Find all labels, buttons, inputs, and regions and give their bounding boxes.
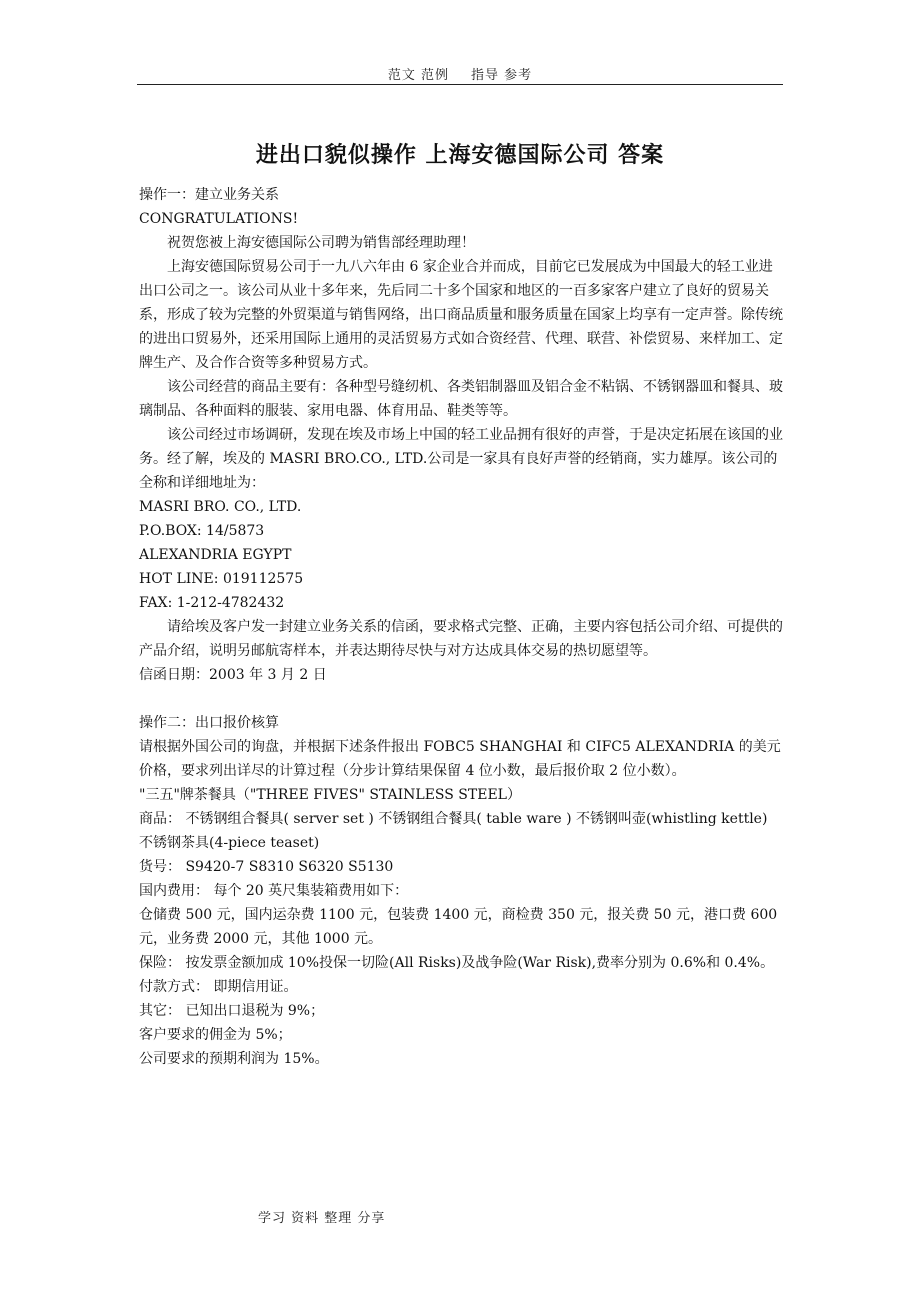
- domestic-costs-detail: 仓储费 500 元，国内运杂费 1100 元，包装费 1400 元，商检费 350 元，报关费 50 元，港口费 600 元，业务费 2000 元，其他 1000 元。: [139, 907, 778, 947]
- brand-line: "三五"牌茶餐具（"THREE FIVES" STAINLESS STEEL）: [139, 787, 521, 803]
- paragraph-congrats: 祝贺您被上海安德国际公司聘为销售部经理助理！: [167, 235, 475, 251]
- address-line: HOT LINE: 019112575: [139, 571, 304, 587]
- address-line: P.O.BOX: 14/5873: [139, 523, 265, 539]
- paragraph-market: 该公司经过市场调研，发现在埃及市场上中国的轻工业品拥有很好的声誉，于是决定拓展在该国的业务。经了解，埃及的 MASRI BRO.CO., LTD.公司是一家具有良好声誉的经销商，实力雄厚。该公司的全称和详细地址为：: [139, 427, 783, 491]
- congratulations-text: CONGRATULATIONS!: [139, 211, 299, 227]
- item-number-line: 货号： S9420-7 S8310 S6320 S5130: [139, 859, 394, 875]
- profit-line: 公司要求的预期利润为 15%。: [139, 1051, 329, 1067]
- page-header: [0, 64, 920, 83]
- header-divider: [137, 84, 783, 85]
- section2-heading: 操作二：出口报价核算: [139, 715, 279, 731]
- section1-heading: 操作一：建立业务关系: [139, 187, 279, 203]
- commission-line: 客户要求的佣金为 5%；: [139, 1027, 292, 1043]
- quote-intro: 请根据外国公司的询盘，并根据下述条件报出 FOBC5 SHANGHAI 和 CIFC5 ALEXANDRIA 的美元价格，要求列出详尽的计算过程（分步计算结果保留 4 位小数，最后报价取 2 位小数）。: [139, 739, 781, 779]
- address-line: ALEXANDRIA EGYPT: [139, 547, 292, 563]
- address-line: MASRI BRO. CO., LTD.: [139, 499, 302, 515]
- domestic-costs-label: 国内费用： 每个 20 英尺集装箱费用如下：: [139, 883, 409, 899]
- address-line: FAX: 1-212-4782432: [139, 595, 285, 611]
- page-footer: 学习 资料 整理 分享: [258, 1211, 386, 1226]
- header-right-text: 指导 参考: [471, 68, 533, 83]
- paragraph-company-intro: 上海安德国际贸易公司于一九八六年由 6 家企业合并而成，目前它已发展成为中国最大的轻工业进出口公司之一。该公司从业十多年来，先后同二十多个国家和地区的一百多家客户建立了良好的贸易关系，形成了较为完整的外贸渠道与销售网络，出口商品质量和服务质量在国家上均享有一定声誉。除传统的进出口贸易外，还采用国际上通用的灵活贸易方式如合资经营、代理、联营、补偿贸易、来样加工、定牌生产、及合作合资等多种贸易方式。: [139, 259, 783, 371]
- payment-line: 付款方式： 即期信用证。: [139, 979, 298, 995]
- letter-date: 信函日期：2003 年 3 月 2 日: [139, 667, 327, 683]
- paragraph-task: 请给埃及客户发一封建立业务关系的信函，要求格式完整、正确，主要内容包括公司介绍、可提供的产品介绍，说明另邮航寄样本，并表达期待尽快与对方达成具体交易的热切愿望等。: [139, 619, 783, 659]
- other-line: 其它： 已知出口退税为 9%；: [139, 1003, 325, 1019]
- products-line: 商品： 不锈钢组合餐具( server set ) 不锈钢组合餐具( table ware ) 不锈钢叫壶(whistling kettle) 不锈钢茶具(4-piece teaset): [139, 811, 768, 851]
- insurance-line: 保险： 按发票金额加成 10%投保一切险(All Risks)及战争险(War Risk),费率分别为 0.6%和 0.4%。: [139, 955, 775, 971]
- paragraph-products: 该公司经营的商品主要有：各种型号缝纫机、各类铝制器皿及铝合金不粘锅、不锈钢器皿和餐具、玻璃制品、各种面料的服装、家用电器、体育用品、鞋类等等。: [139, 379, 783, 419]
- spacer: [139, 687, 785, 711]
- document-title: 进出口貌似操作 上海安德国际公司 答案: [255, 143, 665, 168]
- document-body: [139, 183, 785, 1071]
- header-left-text: 范文 范例: [387, 68, 449, 83]
